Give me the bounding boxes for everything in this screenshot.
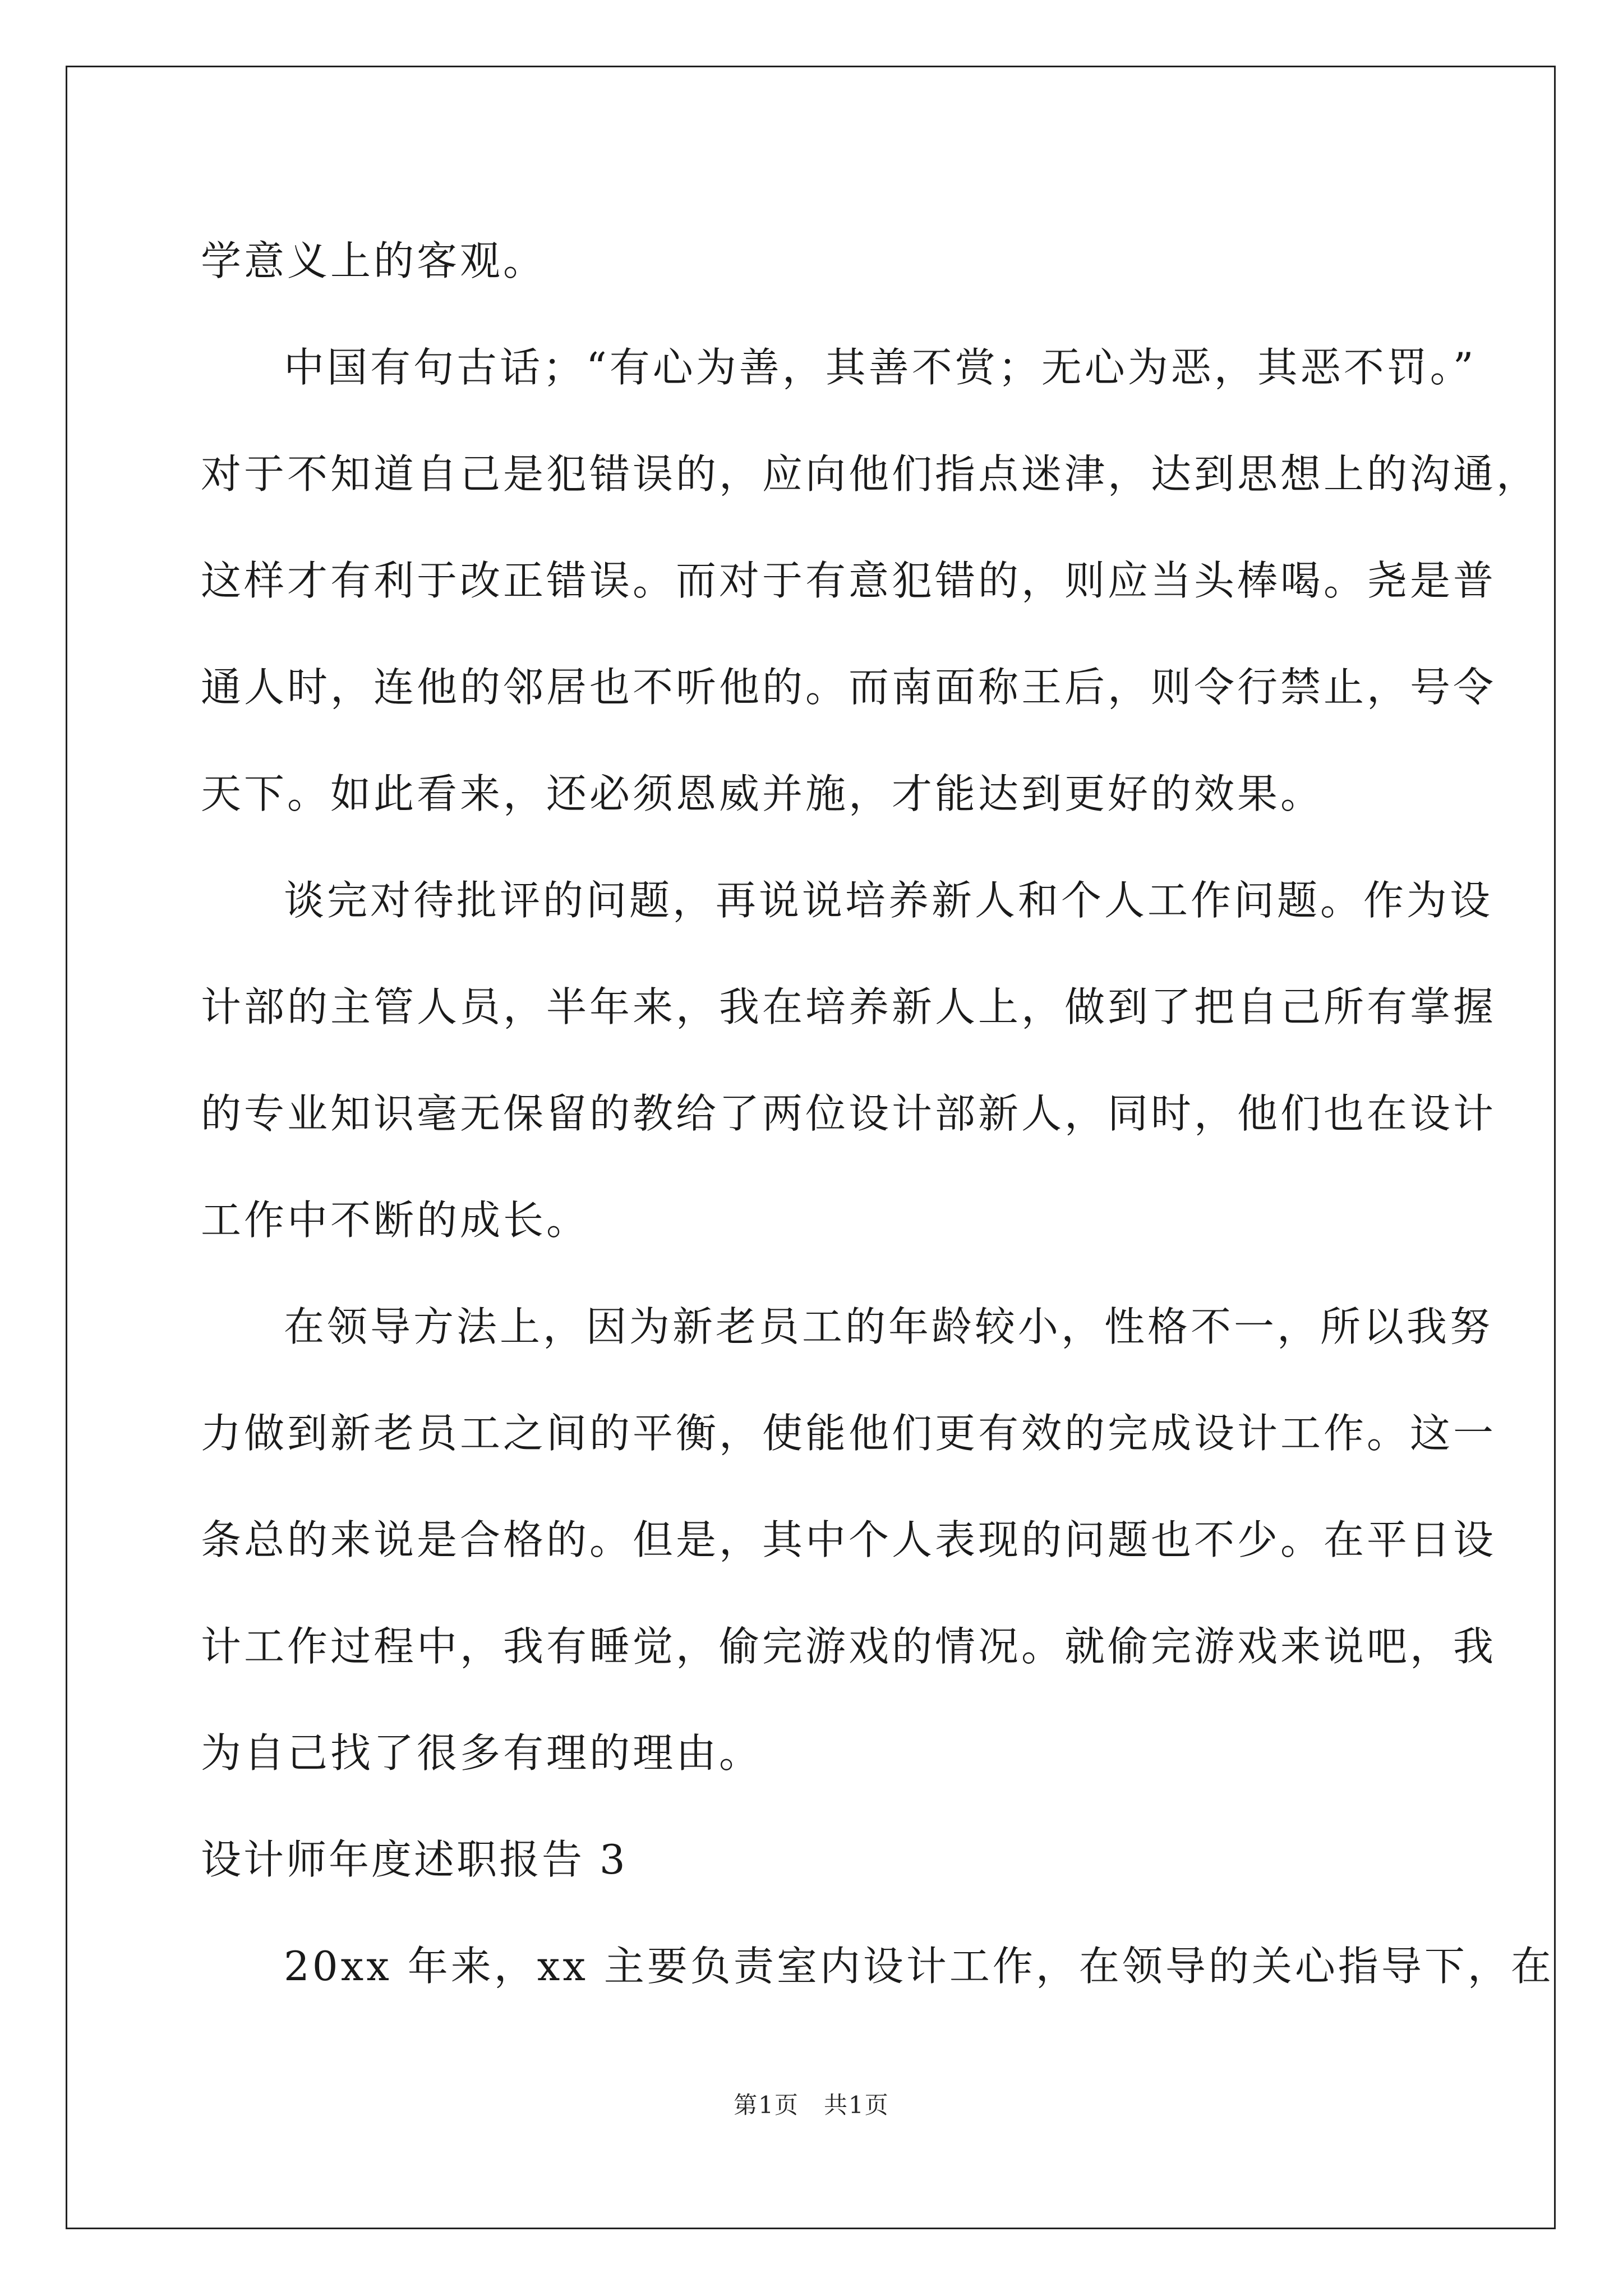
text-line-6: 天下。如此看来，还必须恩威并施，才能达到更好的效果。 (201, 770, 1324, 817)
text-line-14: 计工作过程中，我有睡觉，偷完游戏的情况。就偷完游戏来说吧，我 (201, 1623, 1497, 1670)
text-line-12: 力做到新老员工之间的平衡，使能他们更有效的完成设计工作。这一 (201, 1410, 1497, 1457)
text-line-17: 20xx 年来，xx 主要负责室内设计工作，在领导的关心指导下，在 (284, 1943, 1554, 1990)
text-line-9: 的专业知识毫无保留的教给了两位设计部新人，同时，他们也在设计 (201, 1090, 1497, 1137)
page-footer (0, 2087, 1623, 2120)
document-body (201, 208, 1554, 2019)
text-line-3: 对于不知道自己是犯错误的，应向他们指点迷津，达到思想上的沟通， (201, 450, 1540, 498)
text-line-4: 这样才有利于改正错误。而对于有意犯错的，则应当头棒喝。尧是普 (201, 557, 1497, 604)
text-line-2: 中国有句古话；“有心为善，其善不赏；无心为恶，其恶不罚。” (284, 344, 1477, 391)
text-line-13: 条总的来说是合格的。但是，其中个人表现的问题也不少。在平日设 (201, 1516, 1497, 1563)
text-line-10: 工作中不断的成长。 (201, 1197, 590, 1244)
text-line-7: 谈完对待批评的问题，再说说培养新人和个人工作问题。作为设 (284, 877, 1493, 924)
text-line-5: 通人时，连他的邻居也不听他的。而南面称王后，则令行禁止，号令 (201, 664, 1497, 711)
page-total: 共1页 (824, 2091, 889, 2119)
text-line-11: 在领导方法上，因为新老员工的年龄较小，性格不一，所以我努 (284, 1303, 1493, 1350)
section-heading: 设计师年度述职报告 3 (201, 1836, 628, 1883)
page-number: 第1页 (734, 2091, 799, 2119)
text-line-15: 为自己找了很多有理的理由。 (201, 1729, 763, 1777)
text-line-8: 计部的主管人员，半年来，我在培养新人上，做到了把自己所有掌握 (201, 983, 1497, 1030)
text-line-1: 学意义上的客观。 (201, 237, 547, 284)
